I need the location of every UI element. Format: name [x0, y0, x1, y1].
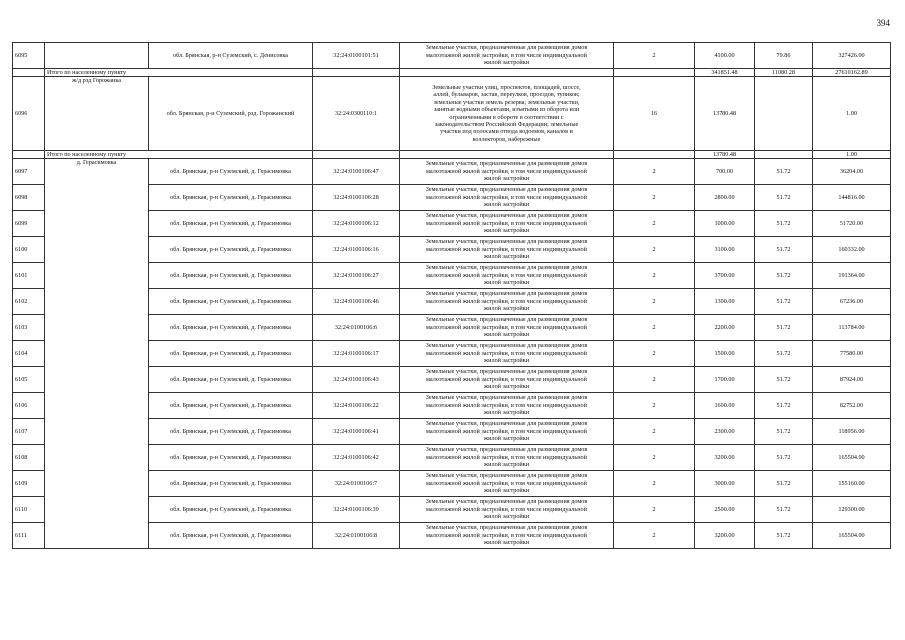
cadastral-table — [12, 42, 891, 549]
row-number: 6109 — [13, 471, 45, 497]
rate-value: 51.72 — [755, 523, 813, 549]
rate-value: 51.72 — [755, 211, 813, 237]
description-line: аллей, бульваров, застав, переулков, проездов, тупиков; — [433, 91, 580, 99]
description-line: малоэтажной жилой застройки, в том числе индивидуальной — [426, 479, 587, 487]
category-code: 2 — [614, 185, 695, 211]
subtotal-row — [13, 151, 891, 159]
subtotal-total: 27610162.89 — [813, 69, 891, 77]
address-cell: обл. Брянская, р-н Суземский, д. Герасимовка — [149, 289, 313, 315]
rate-value: 51.72 — [755, 289, 813, 315]
description-line: малоэтажной жилой застройки, в том числе индивидуальной — [426, 375, 587, 383]
area-value: 3100.00 — [695, 237, 755, 263]
description-line: Земельные участки, предназначенные для размещения домов — [425, 420, 588, 428]
subtotal-total: 1.00 — [813, 151, 891, 159]
cadastral-number: 32:24:0100106:17 — [313, 341, 400, 367]
description-line: малоэтажной жилой застройки, в том числе индивидуальной — [426, 323, 587, 331]
category-code: 2 — [614, 159, 695, 185]
subtotal-label: Итого по населенному пункту — [45, 69, 313, 77]
address-cell: обл. Брянская, р-н Суземский, д. Герасимовка — [149, 263, 313, 289]
description-line: жилой застройки — [483, 331, 530, 339]
area-value: 1300.00 — [695, 289, 755, 315]
description-line: жилой застройки — [483, 279, 530, 287]
land-use-description — [400, 289, 614, 315]
description-line: коллекторов, набережные — [472, 135, 541, 143]
land-use-description — [400, 523, 614, 549]
address-cell: обл. Брянская, р-н Суземский, рзд. Горожанский — [149, 77, 313, 151]
total-value: 113784.00 — [813, 315, 891, 341]
cadastral-number: 32:24:0100106:41 — [313, 419, 400, 445]
description-line: Земельные участки, предназначенные для размещения домов — [425, 368, 588, 376]
total-value: 51720.00 — [813, 211, 891, 237]
land-use-description — [400, 185, 614, 211]
description-line: жилой застройки — [483, 435, 530, 443]
description-line: малоэтажной жилой застройки, в том числе индивидуальной — [426, 453, 587, 461]
subtotal-label: Итого по населенному пункту — [45, 151, 313, 159]
area-value: 1500.00 — [695, 341, 755, 367]
area-value: 13780.48 — [695, 77, 755, 151]
row-number: 6107 — [13, 419, 45, 445]
total-value: 165504.00 — [813, 523, 891, 549]
description-line: Земельные участки, предназначенные для размещения домов — [425, 498, 588, 506]
total-value: 129300.00 — [813, 497, 891, 523]
address-cell: обл. Брянская, р-н Суземский, д. Герасимовка — [149, 445, 313, 471]
description-line: Земельные участки улиц, проспектов, площадей, шоссе, — [432, 83, 581, 91]
row-number: 6106 — [13, 393, 45, 419]
address-cell: обл. Брянская, р-н Суземский, д. Герасимовка — [149, 523, 313, 549]
description-line: жилой застройки — [483, 383, 530, 391]
description-line: жилой застройки — [483, 539, 530, 547]
land-use-description — [400, 367, 614, 393]
locality-cell: д. Герасимовка — [45, 159, 149, 549]
rate-value: 51.72 — [755, 341, 813, 367]
land-use-description — [400, 237, 614, 263]
category-code: 2 — [614, 445, 695, 471]
cadastral-number: 32:24:0100106:6 — [313, 315, 400, 341]
category-code: 2 — [614, 263, 695, 289]
description-line: малоэтажной жилой застройки, в том числе индивидуальной — [426, 427, 587, 435]
area-value: 2500.00 — [695, 497, 755, 523]
cadastral-number: 32:24:0100106:27 — [313, 263, 400, 289]
total-value: 191364.00 — [813, 263, 891, 289]
total-value: 82752.00 — [813, 393, 891, 419]
row-number: 6097 — [13, 159, 45, 185]
description-line: жилой застройки — [483, 175, 530, 183]
subtotal-area: 341851.48 — [695, 69, 755, 77]
land-use-description — [400, 263, 614, 289]
description-line: малоэтажной жилой застройки, в том числе индивидуальной — [426, 297, 587, 305]
description-line: занятые водными объектами, изъятыми из оборота или — [433, 106, 580, 114]
total-value: 144816.00 — [813, 185, 891, 211]
cadastral-number: 32:24:0100106:22 — [313, 393, 400, 419]
area-value: 1700.00 — [695, 367, 755, 393]
description-line: жилой застройки — [483, 227, 530, 235]
category-code: 2 — [614, 471, 695, 497]
description-line: законодательством Российской Федерации; земельные — [434, 120, 579, 128]
category-code: 2 — [614, 289, 695, 315]
row-number: 6101 — [13, 263, 45, 289]
land-use-description — [400, 211, 614, 237]
address-cell: обл. Брянская, р-н Суземский, с. Денисовка — [149, 43, 313, 69]
description-line: Земельные участки, предназначенные для размещения домов — [425, 264, 588, 272]
description-line: жилой застройки — [483, 59, 530, 67]
address-cell: обл. Брянская, р-н Суземский, д. Герасимовка — [149, 367, 313, 393]
land-use-description — [400, 419, 614, 445]
category-code: 2 — [614, 367, 695, 393]
category-code: 2 — [614, 43, 695, 69]
description-line: участки под полосами отвода водоемов, каналов и — [440, 128, 573, 136]
address-cell: обл. Брянская, р-н Суземский, д. Герасимовка — [149, 497, 313, 523]
address-cell: обл. Брянская, р-н Суземский, д. Герасимовка — [149, 471, 313, 497]
area-value: 3000.00 — [695, 471, 755, 497]
description-line: Земельные участки, предназначенные для размещения домов — [425, 342, 588, 350]
locality-cell: ж/д рзд Горожанка — [45, 77, 149, 151]
rate-value: 51.72 — [755, 367, 813, 393]
rate-value: 51.72 — [755, 471, 813, 497]
locality-cell — [45, 43, 149, 69]
address-cell: обл. Брянская, р-н Суземский, д. Герасимовка — [149, 419, 313, 445]
description-line: жилой застройки — [483, 357, 530, 365]
land-use-description — [400, 159, 614, 185]
table-row — [13, 77, 891, 151]
area-value: 3200.00 — [695, 445, 755, 471]
land-use-description — [400, 445, 614, 471]
land-use-description — [400, 315, 614, 341]
description-line: ограниченными в обороте в соответствии с — [449, 113, 564, 121]
cadastral-number: 32:24:0100106:42 — [313, 445, 400, 471]
description-line: земельные участки земель резерва; земельные участки, — [433, 98, 580, 106]
address-cell: обл. Брянская, р-н Суземский, д. Герасимовка — [149, 315, 313, 341]
description-line: Земельные участки, предназначенные для размещения домов — [425, 446, 588, 454]
description-line: жилой застройки — [483, 201, 530, 209]
cadastral-number: 32:24:0100106:47 — [313, 159, 400, 185]
total-value: 77580.00 — [813, 341, 891, 367]
table-row — [13, 159, 891, 185]
total-value: 165504.00 — [813, 445, 891, 471]
land-use-description — [400, 393, 614, 419]
subtotal-area: 13780.48 — [695, 151, 755, 159]
rate-value: 51.72 — [755, 315, 813, 341]
area-value: 700.00 — [695, 159, 755, 185]
table-body — [13, 43, 891, 549]
table-row — [13, 43, 891, 69]
cadastral-number: 32:24:0300110:1 — [313, 77, 400, 151]
description-line: малоэтажной жилой застройки, в том числе индивидуальной — [426, 349, 587, 357]
total-value: 67236.00 — [813, 289, 891, 315]
area-value: 2800.00 — [695, 185, 755, 211]
address-cell: обл. Брянская, р-н Суземский, д. Герасимовка — [149, 211, 313, 237]
page-number: 394 — [876, 18, 890, 28]
total-value: 36204.00 — [813, 159, 891, 185]
description-line: малоэтажной жилой застройки, в том числе индивидуальной — [426, 193, 587, 201]
cadastral-number: 32:24:0100106:28 — [313, 185, 400, 211]
rate-value — [755, 77, 813, 151]
address-cell: обл. Брянская, р-н Суземский, д. Герасимовка — [149, 341, 313, 367]
cadastral-number: 32:24:0100101:51 — [313, 43, 400, 69]
rate-value: 51.72 — [755, 393, 813, 419]
category-code: 2 — [614, 419, 695, 445]
subtotal-rate — [755, 151, 813, 159]
description-line: Земельные участки, предназначенные для размещения домов — [425, 394, 588, 402]
area-value: 4100.00 — [695, 43, 755, 69]
total-value: 87924.00 — [813, 367, 891, 393]
subtotal-rate: 11080.28 — [755, 69, 813, 77]
area-value: 1000.00 — [695, 211, 755, 237]
rate-value: 51.72 — [755, 445, 813, 471]
row-number: 6102 — [13, 289, 45, 315]
land-use-description — [400, 497, 614, 523]
rate-value: 51.72 — [755, 159, 813, 185]
category-code: 2 — [614, 211, 695, 237]
description-line: малоэтажной жилой застройки, в том числе индивидуальной — [426, 219, 587, 227]
category-code: 2 — [614, 315, 695, 341]
description-line: Земельные участки, предназначенные для размещения домов — [425, 316, 588, 324]
description-line: жилой застройки — [483, 253, 530, 261]
cadastral-number: 32:24:0100106:39 — [313, 497, 400, 523]
area-value: 1600.00 — [695, 393, 755, 419]
row-number: 6104 — [13, 341, 45, 367]
rate-value: 79.86 — [755, 43, 813, 69]
cadastral-number: 32:24:0100106:7 — [313, 471, 400, 497]
cadastral-number: 32:24:0100106:46 — [313, 289, 400, 315]
description-line: Земельные участки, предназначенные для размещения домов — [425, 212, 588, 220]
rate-value: 51.72 — [755, 185, 813, 211]
total-value: 118956.00 — [813, 419, 891, 445]
address-cell: обл. Брянская, р-н Суземский, д. Герасимовка — [149, 185, 313, 211]
row-number: 6103 — [13, 315, 45, 341]
rate-value: 51.72 — [755, 497, 813, 523]
description-line: жилой застройки — [483, 487, 530, 495]
description-line: Земельные участки, предназначенные для размещения домов — [425, 160, 588, 168]
category-code: 16 — [614, 77, 695, 151]
description-line: малоэтажной жилой застройки, в том числе индивидуальной — [426, 167, 587, 175]
category-code: 2 — [614, 497, 695, 523]
category-code: 2 — [614, 237, 695, 263]
cadastral-number: 32:24:0100106:16 — [313, 237, 400, 263]
row-number: 6096 — [13, 77, 45, 151]
description-line: Земельные участки, предназначенные для размещения домов — [425, 44, 588, 52]
description-line: Земельные участки, предназначенные для размещения домов — [425, 238, 588, 246]
total-value: 327426.00 — [813, 43, 891, 69]
rate-value: 51.72 — [755, 263, 813, 289]
category-code: 2 — [614, 341, 695, 367]
address-cell: обл. Брянская, р-н Суземский, д. Герасимовка — [149, 393, 313, 419]
description-line: малоэтажной жилой застройки, в том числе индивидуальной — [426, 245, 587, 253]
area-value: 3200.00 — [695, 523, 755, 549]
description-line: малоэтажной жилой застройки, в том числе индивидуальной — [426, 531, 587, 539]
area-value: 2300.00 — [695, 419, 755, 445]
row-number: 6095 — [13, 43, 45, 69]
area-value: 3700.00 — [695, 263, 755, 289]
total-value: 160332.00 — [813, 237, 891, 263]
row-number: 6108 — [13, 445, 45, 471]
rate-value: 51.72 — [755, 419, 813, 445]
description-line: жилой застройки — [483, 461, 530, 469]
cadastral-number: 32:24:0100106:8 — [313, 523, 400, 549]
row-number: 6099 — [13, 211, 45, 237]
cadastral-number: 32:24:0100106:12 — [313, 211, 400, 237]
row-number: 6105 — [13, 367, 45, 393]
address-cell: обл. Брянская, р-н Суземский, д. Герасимовка — [149, 237, 313, 263]
row-number: 6098 — [13, 185, 45, 211]
land-use-description — [400, 43, 614, 69]
area-value: 2200.00 — [695, 315, 755, 341]
description-line: Земельные участки, предназначенные для размещения домов — [425, 290, 588, 298]
description-line: жилой застройки — [483, 305, 530, 313]
row-number: 6100 — [13, 237, 45, 263]
subtotal-row — [13, 69, 891, 77]
description-line: малоэтажной жилой застройки, в том числе индивидуальной — [426, 271, 587, 279]
land-use-description — [400, 77, 614, 151]
cadastral-number: 32:24:0100106:43 — [313, 367, 400, 393]
land-use-description — [400, 341, 614, 367]
land-use-description — [400, 471, 614, 497]
description-line: Земельные участки, предназначенные для размещения домов — [425, 524, 588, 532]
row-number: 6110 — [13, 497, 45, 523]
row-number: 6111 — [13, 523, 45, 549]
category-code: 2 — [614, 393, 695, 419]
description-line: Земельные участки, предназначенные для размещения домов — [425, 472, 588, 480]
description-line: малоэтажной жилой застройки, в том числе индивидуальной — [426, 401, 587, 409]
category-code: 2 — [614, 523, 695, 549]
description-line: малоэтажной жилой застройки, в том числе индивидуальной — [426, 505, 587, 513]
total-value: 155160.00 — [813, 471, 891, 497]
description-line: жилой застройки — [483, 513, 530, 521]
description-line: жилой застройки — [483, 409, 530, 417]
address-cell: обл. Брянская, р-н Суземский, д. Герасимовка — [149, 159, 313, 185]
description-line: Земельные участки, предназначенные для размещения домов — [425, 186, 588, 194]
description-line: малоэтажной жилой застройки, в том числе индивидуальной — [426, 51, 587, 59]
total-value: 1.00 — [813, 77, 891, 151]
rate-value: 51.72 — [755, 237, 813, 263]
